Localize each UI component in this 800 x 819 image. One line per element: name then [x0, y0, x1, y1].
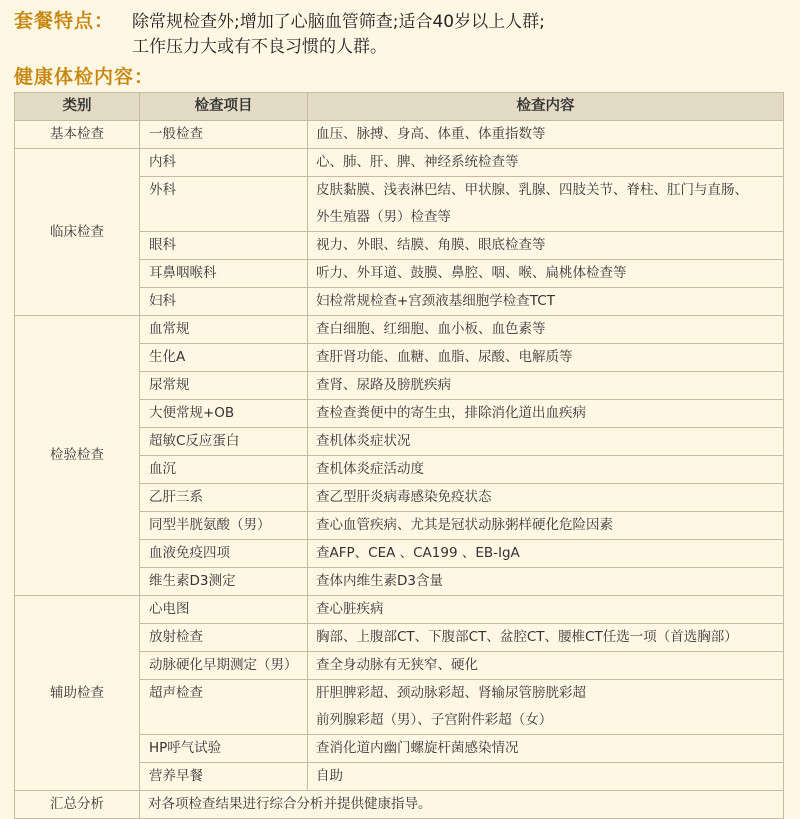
- content-cell: 皮肤黏膜、浅表淋巴结、甲状腺、乳腺、四肢关节、脊柱、肛门与直肠、: [308, 177, 784, 205]
- item-cell: 动脉硬化早期测定（男）: [140, 652, 308, 680]
- item-cell: 大便常规+OB: [140, 400, 308, 428]
- category-cell: 辅助检查: [15, 596, 140, 791]
- content-cell: 查消化道内幽门螺旋杆菌感染情况: [308, 735, 784, 763]
- item-cell: 超敏C反应蛋白: [140, 428, 308, 456]
- category-cell: 检验检查: [15, 316, 140, 596]
- content-cell: 血压、脉搏、身高、体重、体重指数等: [308, 121, 784, 149]
- content-cell: 自助: [308, 763, 784, 791]
- table-row: [15, 121, 784, 149]
- package-features: [14, 6, 794, 58]
- content-cell: 查体内维生素D3含量: [308, 568, 784, 596]
- content-cell: 查AFP、CEA 、CA199 、EB-IgA: [308, 540, 784, 568]
- item-cell: 血常规: [140, 316, 308, 344]
- item-cell: 一般检查: [140, 121, 308, 149]
- content-cell: 外生殖器（男）检查等: [308, 204, 784, 232]
- content-cell: 心、肺、肝、脾、神经系统检查等: [308, 149, 784, 177]
- item-cell: 营养早餐: [140, 763, 308, 791]
- header-content: 检查内容: [308, 93, 784, 121]
- features-line-2: [14, 32, 794, 58]
- category-cell: 基本检查: [15, 121, 140, 149]
- content-cell: 前列腺彩超（男）、子宫附件彩超（女）: [308, 707, 784, 735]
- table-row: [15, 596, 784, 624]
- content-cell: 胸部、上腹部CT、下腹部CT、盆腔CT、腰椎CT任选一项（首选胸部）: [308, 624, 784, 652]
- item-cell: 妇科: [140, 288, 308, 316]
- content-cell: 查检查粪便中的寄生虫，排除消化道出血疾病: [308, 400, 784, 428]
- item-cell: 超声检查: [140, 680, 308, 735]
- content-cell: 查肾、尿路及膀胱疾病: [308, 372, 784, 400]
- features-label: 套餐特点：: [14, 10, 115, 32]
- content-cell: 查机体炎症活动度: [308, 456, 784, 484]
- item-cell: 心电图: [140, 596, 308, 624]
- features-line-1: [14, 6, 794, 32]
- table-row: [15, 149, 784, 177]
- item-cell: 外科: [140, 177, 308, 232]
- item-cell: 生化A: [140, 344, 308, 372]
- table-row: [15, 316, 784, 344]
- content-cell: 查白细胞、红细胞、血小板、血色素等: [308, 316, 784, 344]
- item-cell: HP呼气试验: [140, 735, 308, 763]
- category-cell: 临床检查: [15, 149, 140, 316]
- item-cell: 血液免疫四项: [140, 540, 308, 568]
- item-cell: 乙肝三系: [140, 484, 308, 512]
- features-text-1: 除常规检查外;增加了心脑血管筛查;适合40岁以上人群;: [132, 12, 545, 32]
- content-cell: 查机体炎症状况: [308, 428, 784, 456]
- content-cell: 妇检常规检查+宫颈液基细胞学检查TCT: [308, 288, 784, 316]
- section-title: 健康体检内容：: [14, 66, 155, 88]
- header-category: 类别: [15, 93, 140, 121]
- content-cell: 查全身动脉有无狭窄、硬化: [308, 652, 784, 680]
- content-cell: 查心脏疾病: [308, 596, 784, 624]
- features-text-2: 工作压力大或有不良习惯的人群。: [132, 37, 387, 57]
- checkup-table: [14, 92, 784, 819]
- table-header-row: [15, 93, 784, 121]
- content-cell: 肝胆脾彩超、颈动脉彩超、肾输尿管膀胱彩超: [308, 680, 784, 708]
- item-cell: 血沉: [140, 456, 308, 484]
- content-cell: 视力、外眼、结膜、角膜、眼底检查等: [308, 232, 784, 260]
- content-cell: 查肝肾功能、血糖、血脂、尿酸、电解质等: [308, 344, 784, 372]
- header-item: 检查项目: [140, 93, 308, 121]
- content-cell: 查乙型肝炎病毒感染免疫状态: [308, 484, 784, 512]
- item-cell: 尿常规: [140, 372, 308, 400]
- item-cell: 耳鼻咽喉科: [140, 260, 308, 288]
- item-cell: 放射检查: [140, 624, 308, 652]
- item-cell: 内科: [140, 149, 308, 177]
- table-row: [15, 791, 784, 819]
- item-cell: 同型半胱氨酸（男）: [140, 512, 308, 540]
- content-cell: 查心血管疾病、尤其是冠状动脉粥样硬化危险因素: [308, 512, 784, 540]
- category-cell: 汇总分析: [15, 791, 140, 819]
- summary-content-cell: 对各项检查结果进行综合分析并提供健康指导。: [140, 791, 784, 819]
- item-cell: 眼科: [140, 232, 308, 260]
- item-cell: 维生素D3测定: [140, 568, 308, 596]
- content-cell: 听力、外耳道、鼓膜、鼻腔、咽、喉、扁桃体检查等: [308, 260, 784, 288]
